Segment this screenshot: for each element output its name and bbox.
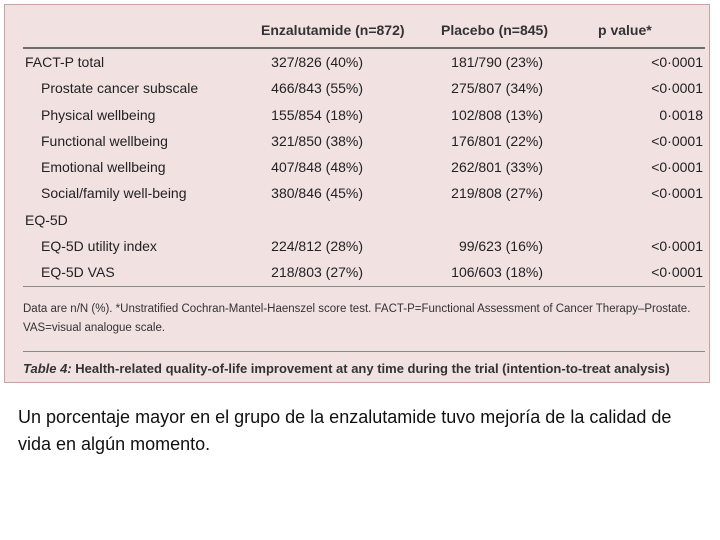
placebo-cell: 106/603 (18%) — [451, 264, 543, 281]
p-value-cell: <0·0001 — [651, 238, 703, 255]
results-table — [23, 15, 705, 287]
row-label: Physical wellbeing — [41, 106, 156, 123]
row-label: EQ-5D VAS — [41, 264, 115, 281]
placebo-cell: 275/807 (34%) — [451, 80, 543, 97]
table-body — [23, 49, 705, 286]
enzalutamide-cell: 224/812 (28%) — [271, 238, 363, 255]
table-row — [23, 75, 705, 101]
placebo-cell: 181/790 (23%) — [451, 54, 543, 70]
table-row — [23, 154, 705, 180]
placebo-cell: 99/623 (16%) — [458, 238, 543, 255]
table-header — [23, 15, 705, 49]
header-p-value: p value* — [598, 22, 652, 38]
placebo-cell: 219/808 (27%) — [451, 185, 543, 202]
p-value-cell: <0·0001 — [651, 185, 703, 202]
table-panel — [4, 4, 710, 383]
table-footnote: Data are n/N (%). *Unstratified Cochran-Mantel-Haenszel score test. FACT-P=Functional Assessment of Cancer Therapy–Prostate. VAS=visual analogue scale. — [23, 303, 691, 334]
table-row — [23, 180, 705, 206]
row-label: Social/family well-being — [41, 185, 187, 202]
row-label: Emotional wellbeing — [41, 159, 166, 176]
p-value-cell: 0·0018 — [659, 106, 703, 123]
row-label: EQ-5D — [25, 211, 68, 228]
table-row — [23, 207, 705, 233]
placebo-cell: 176/801 (22%) — [451, 132, 543, 149]
p-value-cell: <0·0001 — [651, 54, 703, 70]
placebo-cell: 102/808 (13%) — [451, 106, 543, 123]
table-row — [23, 49, 705, 75]
table-row — [23, 233, 705, 259]
table-bottom-rule — [23, 286, 705, 287]
caption-text: Health-related quality-of-life improvement at any time during the trial (intention-to-treat analysis) — [71, 361, 670, 376]
row-label: EQ-5D utility index — [41, 238, 157, 255]
enzalutamide-cell: 155/854 (18%) — [271, 106, 363, 123]
table-row — [23, 128, 705, 154]
p-value-cell: <0·0001 — [651, 132, 703, 149]
table-row — [23, 259, 705, 285]
p-value-cell: <0·0001 — [651, 80, 703, 97]
p-value-cell: <0·0001 — [651, 159, 703, 176]
header-enzalutamide: Enzalutamide (n=872) — [261, 22, 405, 38]
enzalutamide-cell: 380/846 (45%) — [271, 185, 363, 202]
row-label: Functional wellbeing — [41, 132, 168, 149]
enzalutamide-cell: 466/843 (55%) — [271, 80, 363, 97]
caption-label: Table 4: — [23, 361, 72, 376]
p-value-cell: <0·0001 — [651, 264, 703, 281]
table-caption — [23, 361, 713, 376]
enzalutamide-cell: 218/803 (27%) — [271, 264, 363, 281]
header-placebo: Placebo (n=845) — [441, 22, 548, 38]
caption-rule — [23, 351, 705, 352]
row-label: FACT-P total — [25, 54, 105, 70]
table-row — [23, 102, 705, 128]
enzalutamide-cell: 327/826 (40%) — [271, 54, 363, 70]
placebo-cell: 262/801 (33%) — [451, 159, 543, 176]
enzalutamide-cell: 407/848 (48%) — [271, 159, 363, 176]
slide-text: Un porcentaje mayor en el grupo de la enzalutamide tuvo mejoría de la calidad de vida en algún momento. — [18, 407, 672, 454]
row-label: Prostate cancer subscale — [41, 80, 199, 97]
enzalutamide-cell: 321/850 (38%) — [271, 132, 363, 149]
